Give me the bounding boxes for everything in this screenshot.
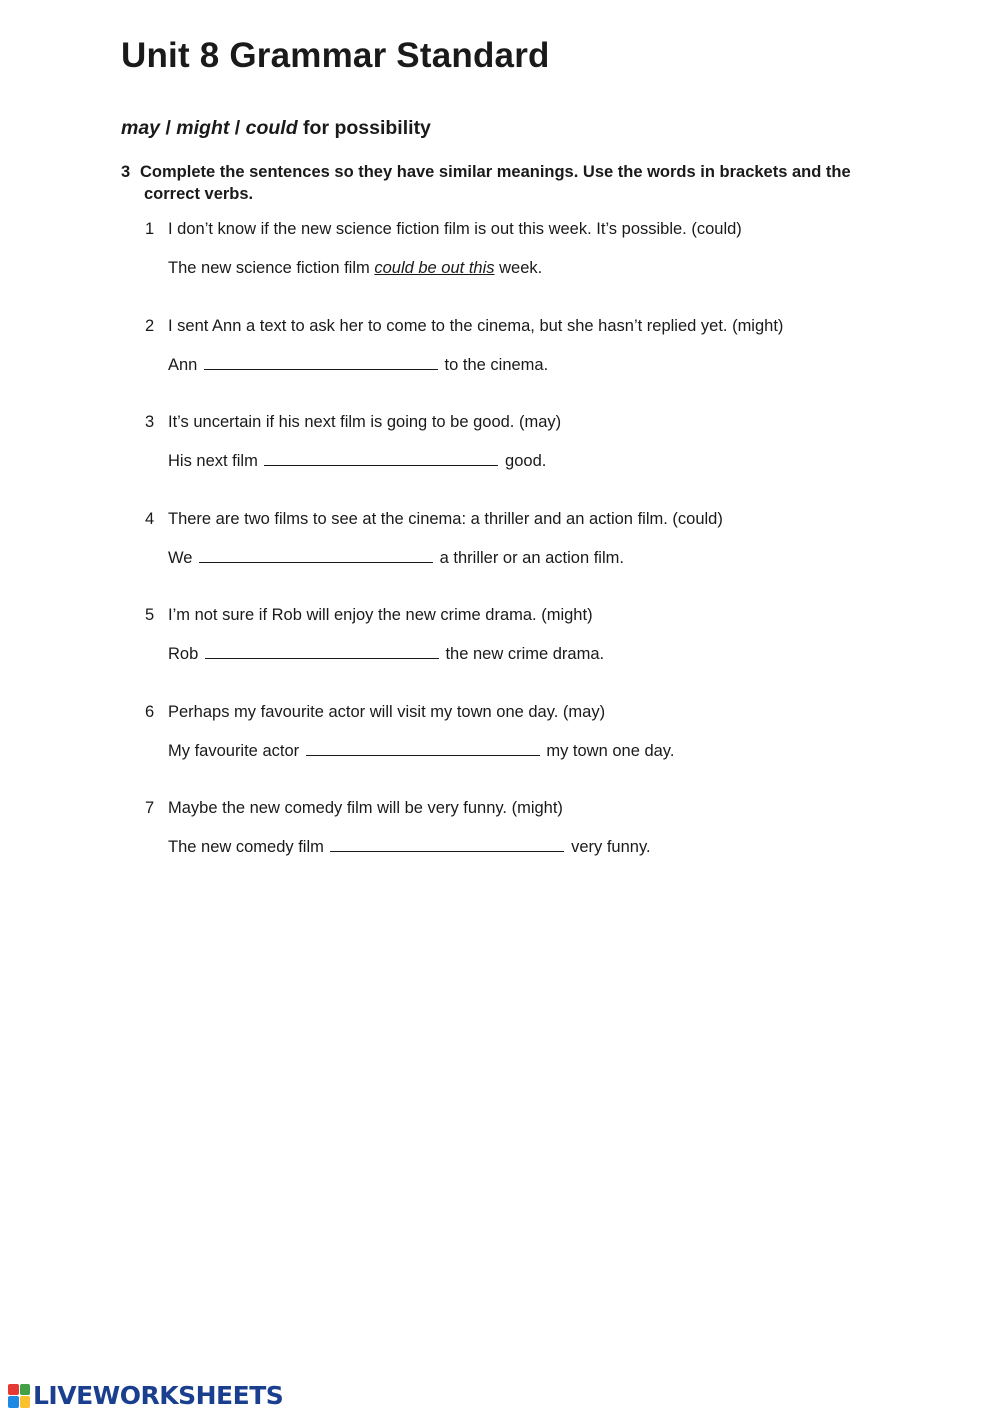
answer-before: My favourite actor — [168, 742, 300, 760]
answer-after: to the cinema. — [444, 356, 549, 374]
answer-blank[interactable] — [199, 548, 433, 563]
subtitle-could: could — [245, 117, 298, 139]
exercise-instruction — [121, 161, 881, 205]
instruction-line-2: correct verbs. — [144, 185, 254, 203]
answer-before: The new comedy film — [168, 838, 324, 856]
subtitle-rest: for possibility — [297, 117, 431, 139]
example-filled-answer: could be out this — [374, 259, 495, 277]
answer-after: the new crime drama. — [445, 645, 605, 663]
subtitle-might: might — [176, 117, 230, 139]
answer-line — [168, 741, 674, 761]
subtitle-sep-1: / — [160, 117, 177, 139]
logo-mark-tile — [20, 1384, 31, 1396]
answer-after: good. — [505, 452, 547, 470]
question-number: 2 — [145, 317, 155, 335]
question-number: 7 — [145, 799, 155, 817]
question-item — [145, 798, 563, 818]
exercise-number: 3 — [121, 163, 131, 181]
answer-line — [168, 451, 546, 471]
question-text: I’m not sure if Rob will enjoy the new crime drama. (might) — [168, 606, 593, 624]
question-item — [145, 605, 593, 625]
answer-line — [168, 644, 604, 664]
liveworksheets-logo — [8, 1381, 283, 1410]
subtitle-sep-2: / — [229, 117, 246, 139]
logo-mark-tile — [20, 1396, 31, 1408]
question-text: There are two films to see at the cinema: a thriller and an action film. (could) — [168, 510, 723, 528]
question-item — [145, 509, 723, 529]
question-number: 1 — [145, 220, 155, 238]
question-text: Maybe the new comedy film will be very funny. (might) — [168, 799, 563, 817]
answer-line — [168, 548, 624, 568]
question-text: It’s uncertain if his next film is going to be good. (may) — [168, 413, 562, 431]
page-title: Unit 8 Grammar Standard — [121, 36, 550, 75]
answer-before: We — [168, 549, 193, 567]
answer-blank[interactable] — [264, 451, 498, 466]
section-subtitle — [121, 117, 431, 140]
answer-blank[interactable] — [204, 355, 438, 370]
question-number: 4 — [145, 510, 155, 528]
logo-mark-tile — [8, 1396, 19, 1408]
example-question — [145, 219, 742, 239]
answer-before: The new science fiction film — [168, 259, 375, 277]
question-item — [145, 412, 561, 432]
question-item — [145, 316, 783, 336]
question-number: 5 — [145, 606, 155, 624]
answer-after: my town one day. — [546, 742, 675, 760]
question-number: 6 — [145, 703, 155, 721]
question-number: 3 — [145, 413, 155, 431]
answer-blank[interactable] — [306, 741, 540, 756]
logo-mark-icon — [8, 1384, 30, 1408]
answer-line — [168, 355, 548, 375]
question-item — [145, 702, 605, 722]
question-text: I sent Ann a text to ask her to come to the cinema, but she hasn’t replied yet. (might) — [168, 317, 784, 335]
answer-blank[interactable] — [205, 644, 439, 659]
example-answer — [168, 258, 542, 278]
answer-after: week. — [494, 259, 543, 277]
question-text: Perhaps my favourite actor will visit my town one day. (may) — [168, 703, 606, 721]
answer-line — [168, 837, 651, 857]
question-text: I don’t know if the new science fiction film is out this week. It’s possible. (could) — [168, 220, 742, 238]
logo-mark-tile — [8, 1384, 19, 1396]
answer-blank[interactable] — [330, 837, 564, 852]
answer-before: His next film — [168, 452, 258, 470]
answer-after: very funny. — [571, 838, 651, 856]
answer-before: Rob — [168, 645, 199, 663]
answer-before: Ann — [168, 356, 198, 374]
subtitle-may: may — [121, 117, 161, 139]
answer-after: a thriller or an action film. — [439, 549, 624, 567]
logo-text: LIVEWORKSHEETS — [33, 1381, 284, 1410]
instruction-line-1: Complete the sentences so they have similar meanings. Use the words in brackets and the — [140, 163, 851, 181]
